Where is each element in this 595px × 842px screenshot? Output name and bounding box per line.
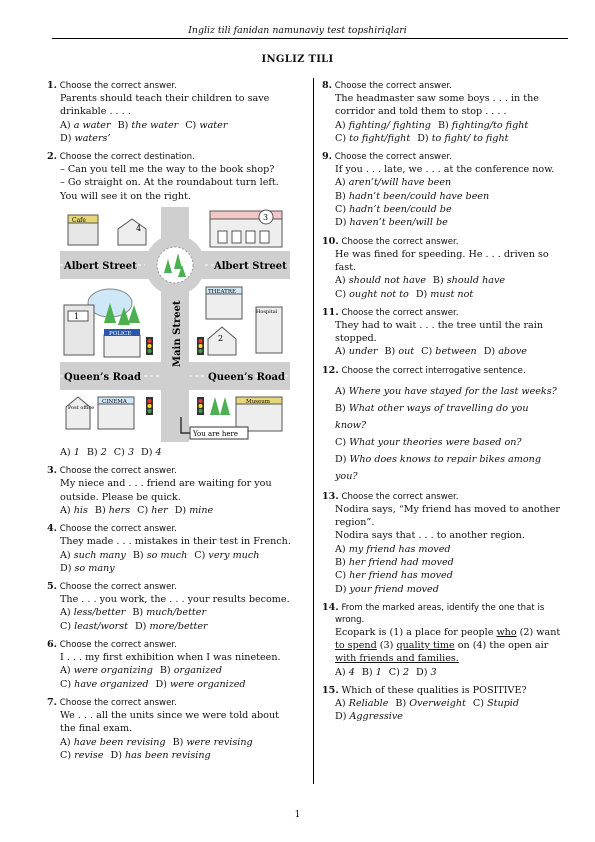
option[interactable]: D) haven’t been/will be bbox=[335, 217, 448, 229]
you-are-here-label: You are here bbox=[193, 430, 238, 439]
page-title: INGLIZ TILI bbox=[261, 54, 334, 65]
museum-label: Museum bbox=[246, 399, 271, 406]
option[interactable]: C) her bbox=[137, 504, 168, 516]
building-1-label: 1 bbox=[74, 312, 80, 322]
right-column bbox=[322, 80, 568, 730]
header-rule bbox=[52, 38, 568, 39]
queens-road-label-right: Queen’s Road bbox=[208, 372, 286, 384]
option[interactable]: A) should not have bbox=[335, 275, 426, 287]
option[interactable]: B) much/better bbox=[132, 607, 207, 619]
option[interactable]: D) more/better bbox=[134, 620, 208, 632]
question-11: 11. Choose the correct answer. They had to wait . . . the tree until the rain stopped. A) under B) out C) between D) above bbox=[322, 306, 544, 358]
option[interactable]: B) fighting/to fight bbox=[437, 119, 529, 131]
option[interactable]: B) Overweight bbox=[395, 698, 466, 710]
question-2: 2. Choose the correct destination. – Can you tell me the way to the book shop? – Go straight on. At the roundabout turn left. You will see it on the right. Albert Street Albert Street Queen’s Road Queen’s Road Main Street Cafe 4 3 1 POLICE THEATRE Hospital 2 Post office CINEMA Museum You are here A) 1 B) 2 C) 3 D) 4 bbox=[47, 151, 305, 459]
option[interactable]: D) must not bbox=[415, 288, 474, 300]
option[interactable]: A) were organizing bbox=[60, 665, 153, 677]
option[interactable]: C) water bbox=[185, 119, 228, 131]
question-5: 5. Choose the correct answer. The . . . you work, the . . . your results become. A) less/better B) much/better C) least/worst D) more/better bbox=[47, 581, 290, 632]
main-street-label: Main Street bbox=[172, 300, 183, 368]
option[interactable]: C) between bbox=[421, 346, 477, 358]
cafe-label: Cafe bbox=[72, 217, 86, 225]
option[interactable]: D) above bbox=[483, 346, 527, 358]
option[interactable]: A) 1 bbox=[60, 447, 80, 459]
option[interactable]: D) Who does knows to repair bikes among you? bbox=[335, 453, 541, 482]
question-10: 10. Choose the correct answer. He was fined for speeding. He . . . driven so fast. A) should not have B) should have C) ought not to D) must not bbox=[322, 235, 549, 300]
option[interactable]: C) very much bbox=[194, 549, 260, 561]
question-7: 7. Choose the correct answer. We . . . all the units since we were told about the final exam. A) have been revising B) were revising C) revise D) has been revising bbox=[47, 696, 279, 761]
option[interactable]: A) his bbox=[60, 504, 88, 516]
option[interactable]: D) 3 bbox=[416, 666, 437, 678]
option[interactable]: C) What your theories were based on? bbox=[335, 436, 522, 448]
question-12: 12. Choose the correct interrogative sentence. A) Where you have stayed for the last weeks? B) What other ways of travelling do you know? C) What your theories were based on? D) Who does knows to repair bikes among you? bbox=[322, 364, 557, 482]
option[interactable]: B) her friend had moved bbox=[335, 556, 454, 568]
option[interactable]: A) 4 bbox=[335, 666, 355, 678]
option[interactable]: B) 1 bbox=[361, 666, 382, 678]
question-13: 13. Choose the correct answer. Nodira says, “My friend has moved to another region”. Nodira says that . . . to another region. A) my friend has moved B) her friend had moved C) her friend has moved D) your friend moved bbox=[322, 490, 560, 595]
option[interactable]: C) 3 bbox=[113, 447, 135, 459]
albert-street-label-left: Albert Street bbox=[64, 261, 137, 273]
cinema-label: CINEMA bbox=[102, 399, 127, 406]
option[interactable]: C) to fight/fight bbox=[335, 132, 411, 144]
option[interactable]: D) has been revising bbox=[110, 749, 211, 761]
question-4: 4. Choose the correct answer. They made . . . mistakes in their test in French. A) such many B) so much C) very much D) so many bbox=[47, 523, 291, 574]
option[interactable]: B) organized bbox=[159, 665, 223, 677]
option[interactable]: A) fighting/ fighting bbox=[335, 119, 431, 131]
option[interactable]: C) hadn’t been/could be bbox=[335, 204, 452, 216]
option[interactable]: D) so many bbox=[60, 562, 115, 574]
option[interactable]: A) Reliable bbox=[335, 698, 389, 710]
question-1: 1. Choose the correct answer. Parents should teach their children to save drinkable . . . . A) a water B) the water C) water D) waters’ bbox=[47, 80, 270, 144]
building-4-label: 4 bbox=[136, 224, 142, 234]
building-3-label: 3 bbox=[263, 213, 269, 223]
option[interactable]: C) her friend has moved bbox=[335, 570, 453, 582]
option[interactable]: C) Stupid bbox=[472, 698, 520, 710]
question-8: 8. Choose the correct answer. The headmaster saw some boys . . . in the corridor and told them to stop . . . . A) fighting/ fighting B) fighting/to fight C) to fight/fight D) to fight/ to fight bbox=[322, 80, 539, 144]
option[interactable]: D) to fight/ to fight bbox=[417, 132, 509, 144]
option[interactable]: A) less/better bbox=[60, 607, 126, 619]
option[interactable]: C) least/worst bbox=[60, 620, 128, 632]
option[interactable]: A) Where you have stayed for the last weeks? bbox=[335, 385, 557, 397]
column-divider bbox=[313, 78, 314, 784]
option[interactable]: A) aren’t/will have been bbox=[335, 177, 452, 189]
option[interactable]: B) 2 bbox=[86, 447, 107, 459]
option[interactable]: D) were organized bbox=[155, 678, 246, 690]
option[interactable]: B) so much bbox=[132, 549, 188, 561]
option[interactable]: D) Aggressive bbox=[335, 711, 403, 723]
town-map bbox=[60, 207, 290, 442]
option[interactable]: A) under bbox=[335, 346, 378, 358]
option[interactable]: B) the water bbox=[117, 119, 179, 131]
option[interactable]: C) revise bbox=[60, 749, 104, 761]
theatre-label: THEATRE bbox=[208, 289, 236, 296]
police-label: POLICE bbox=[109, 331, 132, 338]
option[interactable]: D) 4 bbox=[141, 447, 162, 459]
building-2-label: 2 bbox=[218, 334, 224, 344]
hospital-label: Hospital bbox=[256, 309, 278, 316]
page-header: Ingliz tili fanidan namunaviy test topshiriqlari bbox=[188, 25, 407, 36]
option[interactable]: B) were revising bbox=[172, 736, 253, 748]
left-column bbox=[47, 80, 305, 768]
option[interactable]: C) have organized bbox=[60, 678, 149, 690]
option[interactable]: D) mine bbox=[174, 504, 214, 516]
question-9: 9. Choose the correct answer. If you . . . late, we . . . at the conference now. A) aren’t/will have been B) hadn’t been/could have been C) hadn’t been/could be D) haven’t been/will be bbox=[322, 151, 555, 229]
albert-street-label-right: Albert Street bbox=[214, 261, 287, 273]
option[interactable]: A) have been revising bbox=[60, 736, 166, 748]
question-15: 15. Which of these qualities is POSITIVE? A) Reliable B) Overweight C) Stupid D) Aggressive bbox=[322, 685, 527, 723]
option[interactable]: A) such many bbox=[60, 549, 126, 561]
option[interactable]: B) hadn’t been/could have been bbox=[335, 190, 490, 202]
page-number: 1 bbox=[294, 810, 301, 820]
option[interactable]: B) out bbox=[384, 346, 415, 358]
question-3: 3. Choose the correct answer. My niece and . . . friend are waiting for you outside. Please be quick. A) his B) hers C) her D) mine bbox=[47, 465, 272, 516]
question-6: 6. Choose the correct answer. I . . . my first exhibition when I was nineteen. A) were organizing B) organized C) have organized D) were organized bbox=[47, 639, 281, 690]
option[interactable]: A) my friend has moved bbox=[335, 543, 451, 555]
option[interactable]: B) hers bbox=[94, 504, 131, 516]
option[interactable]: C) ought not to bbox=[335, 288, 409, 300]
question-14: 14. From the marked areas, identify the one that is wrong. Ecopark is (1) a place for people who (2) want to spend (3) quality time on (4) the open air with friends and families. A) 4 B) 1 C) 2 D) 3 bbox=[322, 601, 561, 678]
option[interactable]: B) What other ways of travelling do you know? bbox=[335, 402, 529, 431]
option[interactable]: C) 2 bbox=[388, 666, 410, 678]
option[interactable]: D) your friend moved bbox=[335, 583, 439, 595]
queens-road-label-left: Queen’s Road bbox=[64, 372, 142, 384]
option[interactable]: B) should have bbox=[432, 275, 506, 287]
option[interactable]: D) waters’ bbox=[60, 132, 111, 144]
post-office-label: Post office bbox=[68, 405, 95, 412]
option[interactable]: A) a water bbox=[60, 119, 111, 131]
